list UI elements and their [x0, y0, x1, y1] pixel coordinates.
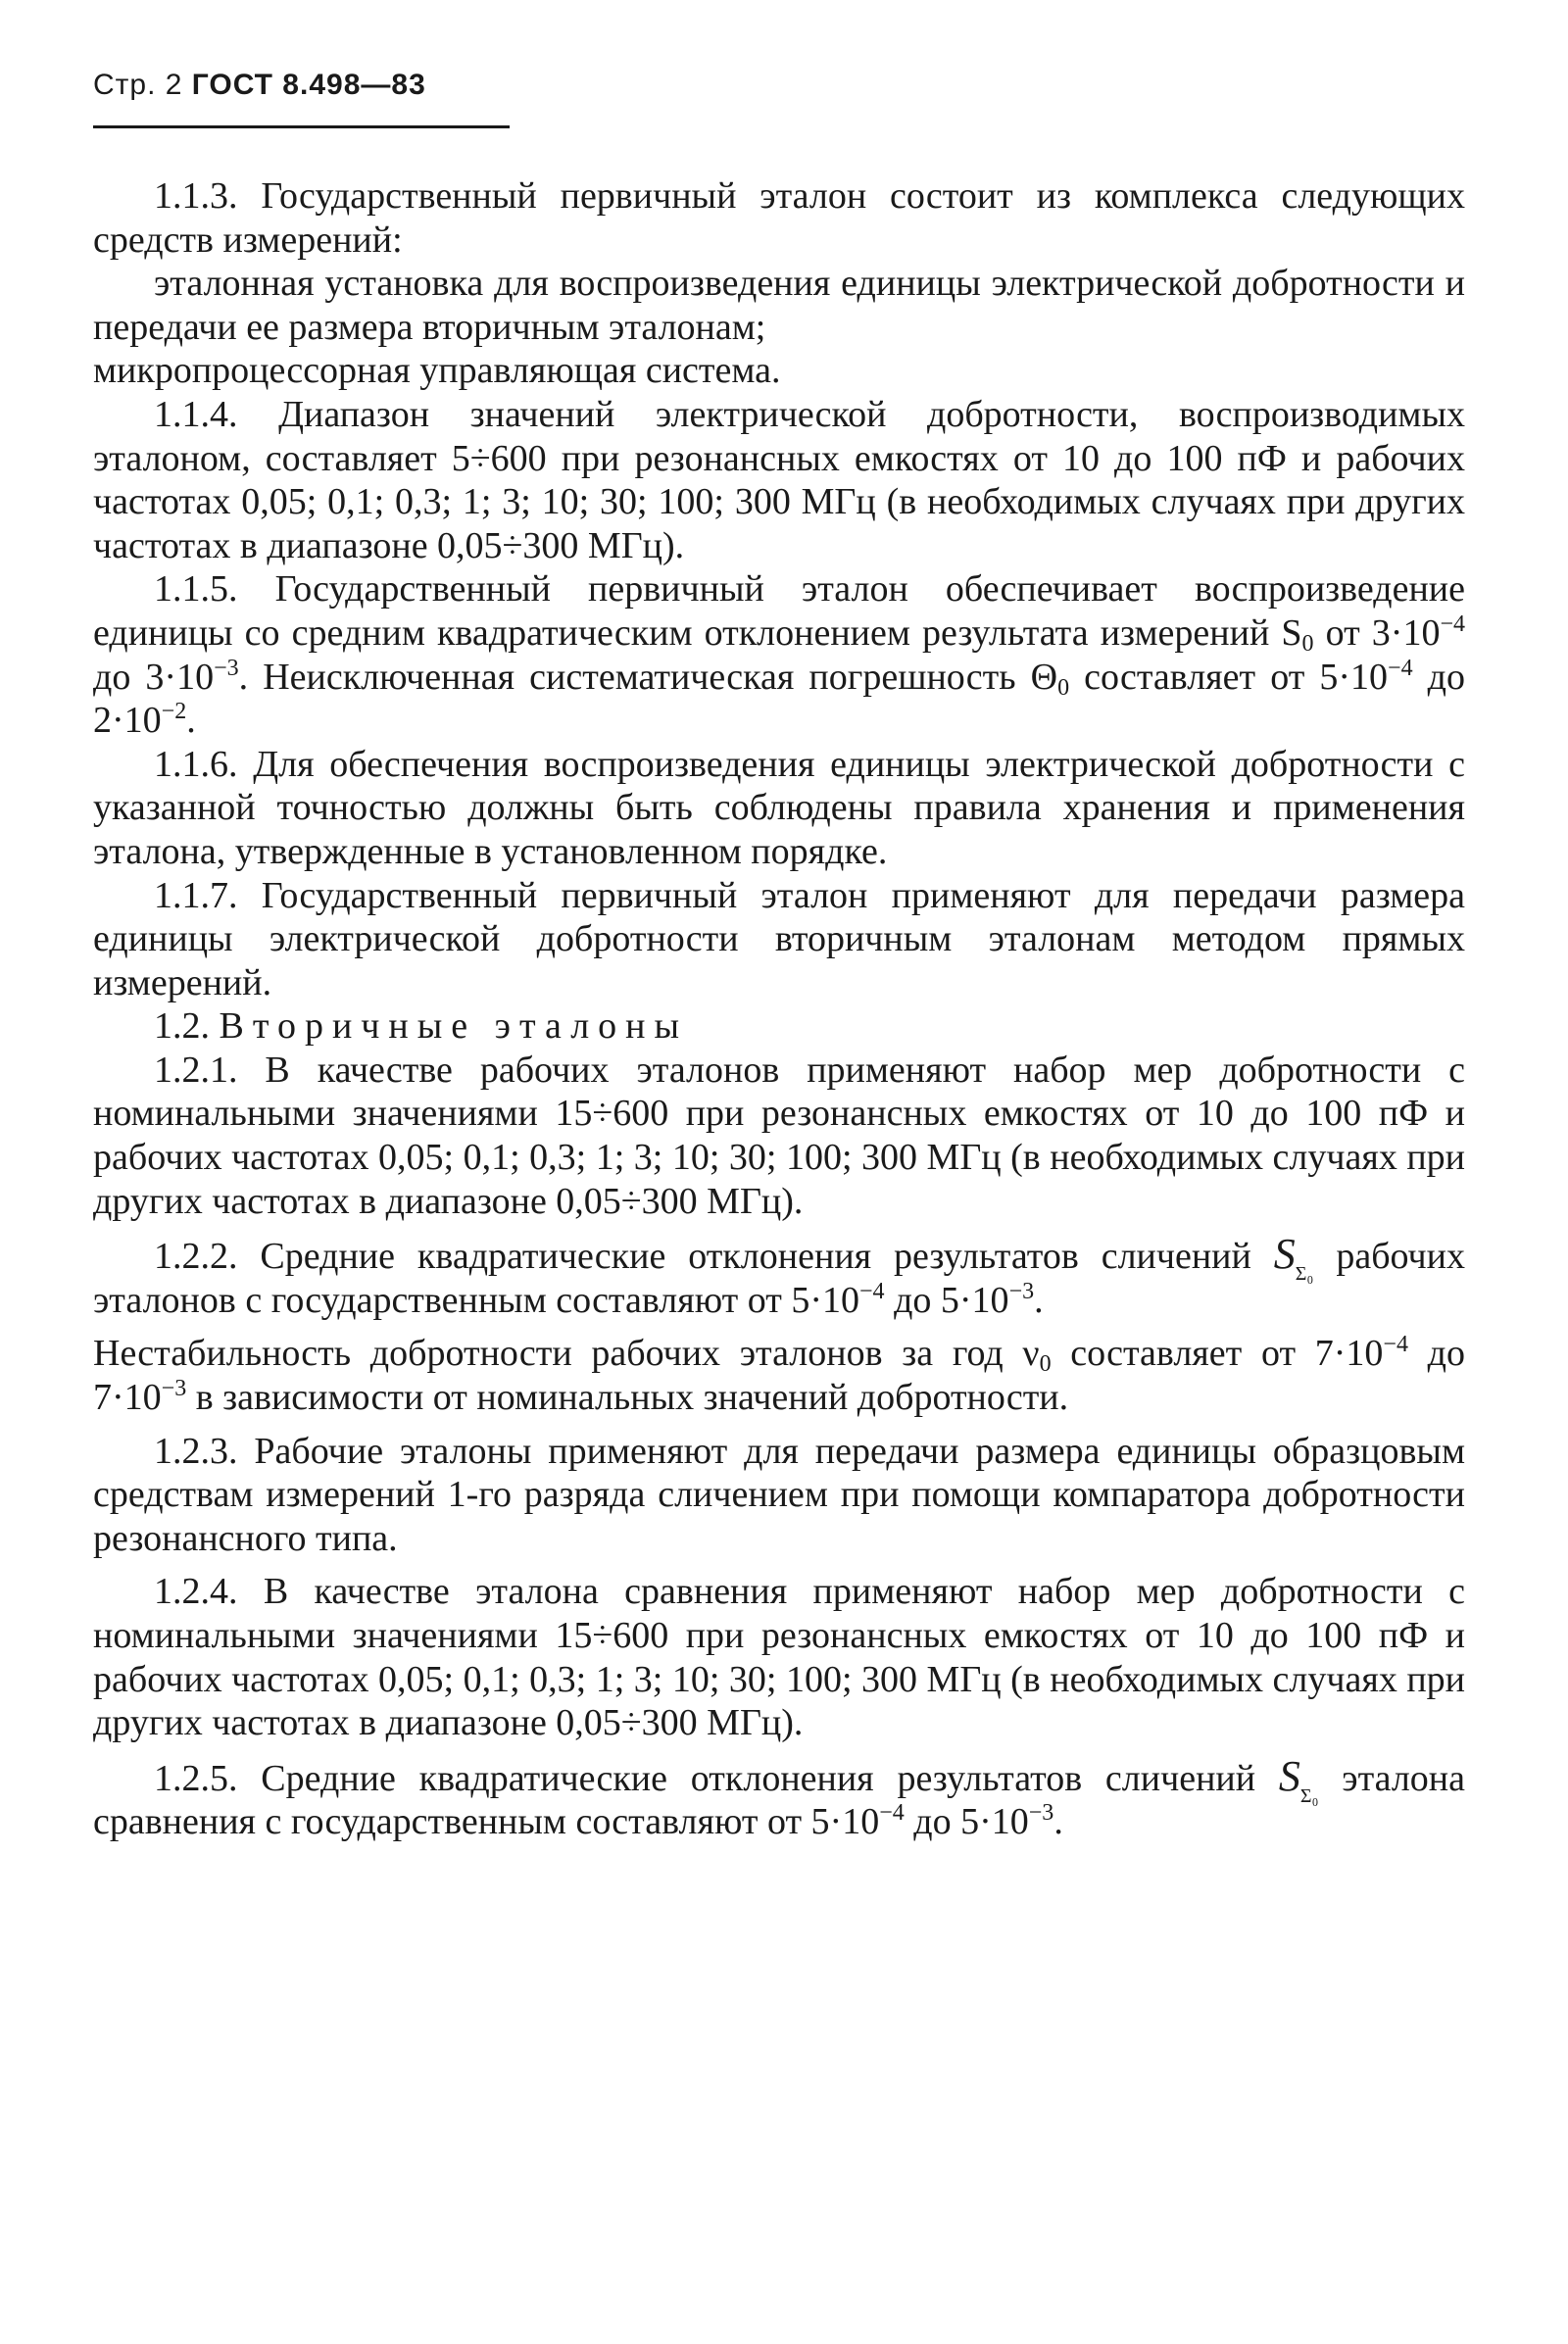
sigma-symbol: $S_{\Sigma_0}$: [1273, 1230, 1314, 1286]
para-1-2-5: 1.2.5. Средние квадратические отклонения результатов сличений $S_{\Sigma_0}$ эталона сравнения с государственным составляют от $5\cdot 10^{-4}$ до $5\cdot 10^{-3}$.: [93, 1751, 1466, 1843]
standard-title: ГОСТ 8.498—83: [191, 69, 426, 101]
para-1-1-5: 1.1.5. Государственный первичный эталон обеспечивает воспроизведение единицы со средним квадратическим отклонением результата измерений $S_0$ от $3\cdot 10^{-4}$ до $3\cdot 10^{-3}$. Неисключенная систематическая погрешность $\Theta_0$ составляет от $5\cdot 10^{-4}$ до $2\cdot 10^{-2}$.: [93, 568, 1465, 742]
header-rule: [93, 125, 510, 128]
para-1-1-3-item-1: эталонная установка для воспроизведения единицы электрической добротности и передачи ее размера вторичным эталонам;: [93, 263, 1465, 348]
para-1-1-3-item-2: микропроцессорная управляющая система.: [93, 350, 781, 392]
para-1-1-4: 1.1.4. Диапазон значений электрической добротности, воспроизводимых эталоном, составляет 5÷600 при резонансных емкостях от 10 до 100 пФ и рабочих частотах 0,05; 0,1; 0,3; 1; 3; 10; 30; 100; 300 МГц (в необходимых случаях при других частотах в диапазоне 0,05÷300 МГц).: [93, 393, 1465, 566]
page-header: [93, 69, 426, 102]
para-1-2-4: 1.2.4. В качестве эталона сравнения применяют набор мер добротности с номинальными значениями 15÷600 при резонансных емкостях от 10 до 100 пФ и рабочих частотах 0,05; 0,1; 0,3; 1; 3; 10; 30; 100; 300 МГц (в необходимых случаях при других частотах в диапазоне 0,05÷300 МГц).: [93, 1571, 1465, 1744]
page-number: Стр. 2: [93, 69, 192, 101]
para-1-2-1: 1.2.1. В качестве рабочих эталонов применяют набор мер добротности с номинальными значениями 15÷600 при резонансных емкостях от 10 до 100 пФ и рабочих частотах 0,05; 0,1; 0,3; 1; 3; 10; 30; 100; 300 МГц (в необходимых случаях при других частотах в диапазоне 0,05÷300 МГц).: [93, 1049, 1465, 1222]
sigma-symbol: $S_{\Sigma_0}$: [1278, 1751, 1319, 1807]
para-1-2-2-stability: Нестабильность добротности рабочих эталонов за год $\nu_0$ составляет от $7\cdot 10^{-4}$ до $7\cdot 10^{-3}$ в зависимости от номинальных значений добротности.: [93, 1332, 1465, 1419]
para-1-2-2: 1.2.2. Средние квадратические отклонения результатов сличений $S_{\Sigma_0}$ рабочих эталонов с государственным составляют от $5\cdot 10^{-4}$ до $5\cdot 10^{-3}$.: [93, 1230, 1465, 1321]
section-1-2-heading: 1.2. Вторичные эталоны: [154, 1005, 689, 1048]
para-1-1-3-intro: 1.1.3. Государственный первичный эталон состоит из комплекса следующих средств измерений:: [93, 175, 1465, 261]
para-1-1-7: 1.1.7. Государственный первичный эталон применяют для передачи размера единицы электрической добротности вторичным эталонам методом прямых измерений.: [93, 874, 1465, 1003]
para-1-2-3: 1.2.3. Рабочие эталоны применяют для передачи размера единицы образцовым средствам измерений 1-го разряда сличением при помощи компаратора добротности резонансного типа.: [93, 1430, 1465, 1559]
para-1-1-6: 1.1.6. Для обеспечения воспроизведения единицы электрической добротности с указанной точностью должны быть соблюдены правила хранения и применения эталона, утвержденные в установленном порядке.: [93, 743, 1465, 872]
document-body: [93, 174, 1465, 1844]
